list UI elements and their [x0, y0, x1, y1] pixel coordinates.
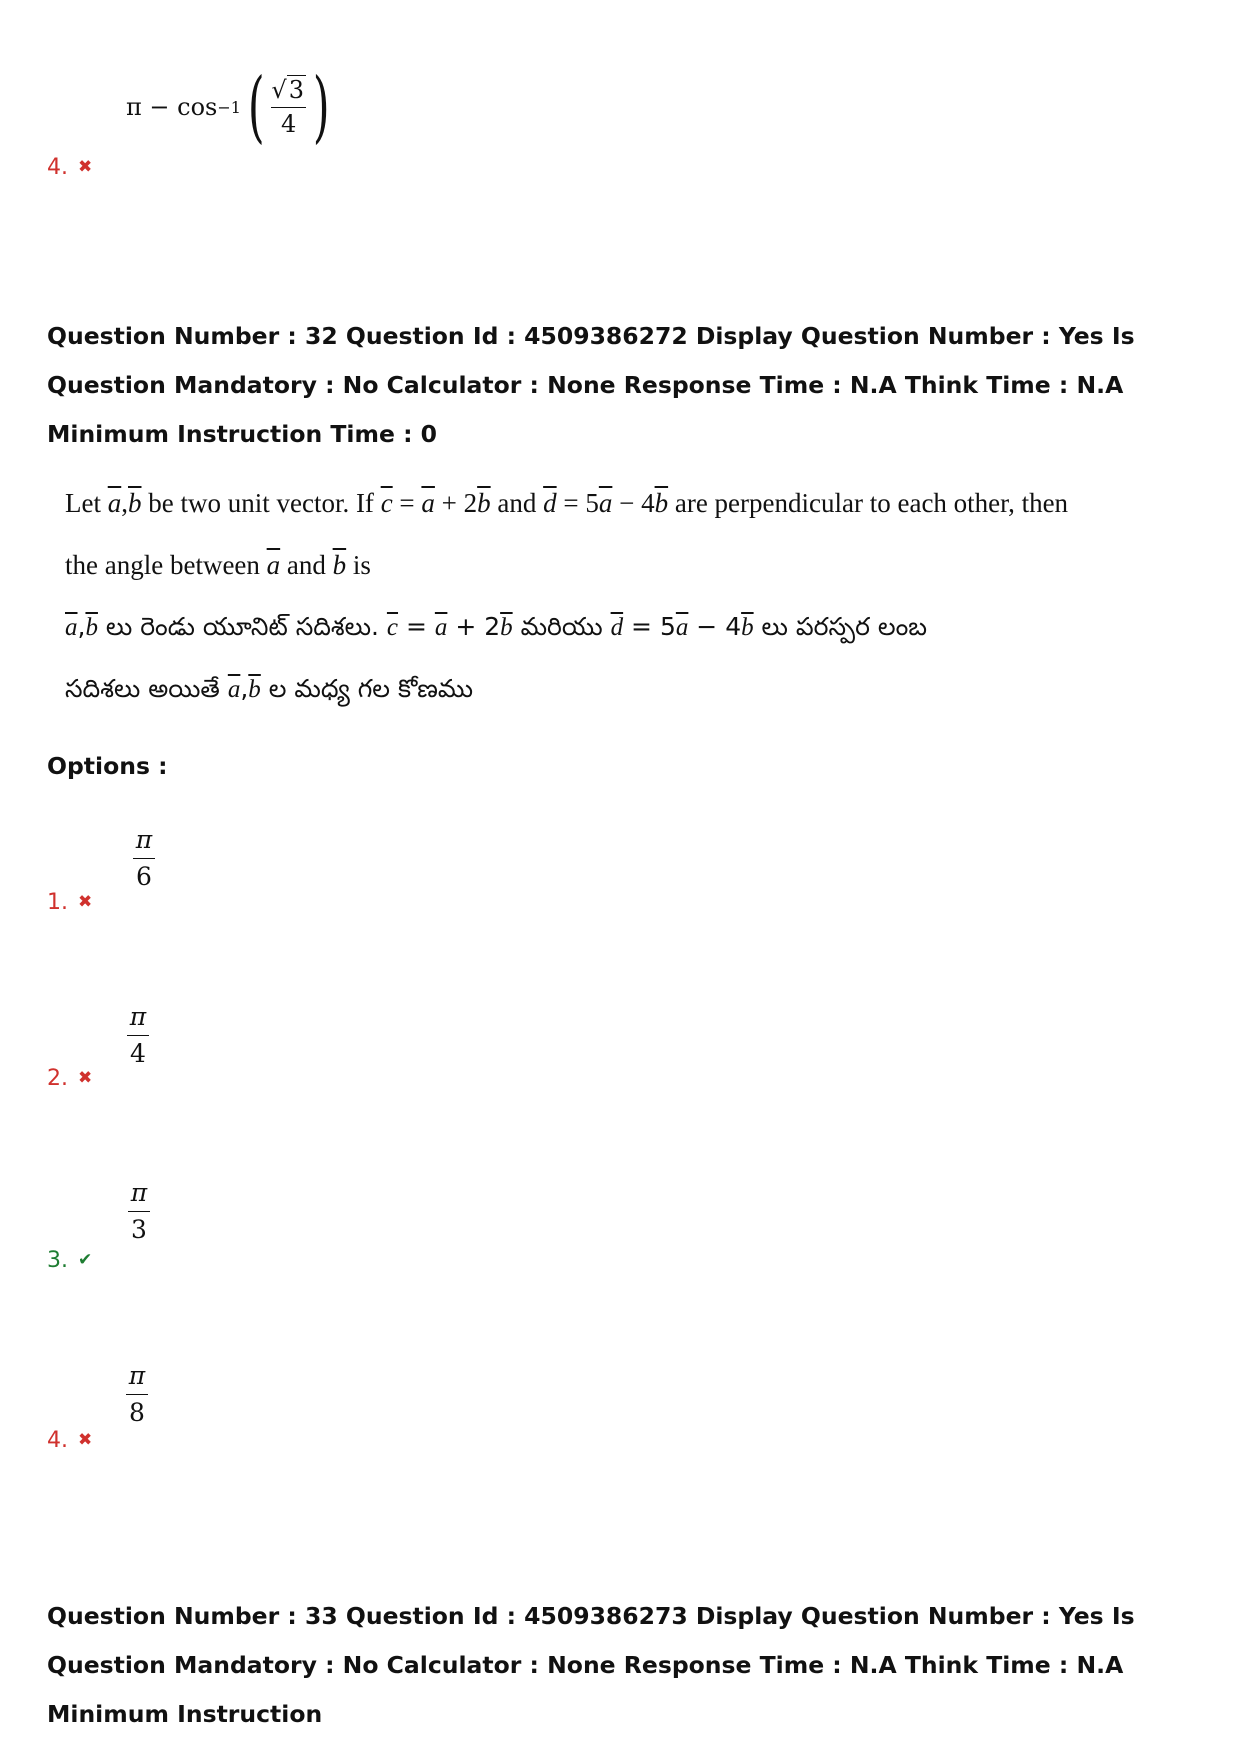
- question-te-line-1: $\overline{a},\overline{b}$ లు రెండు యూనిట్ సదిశలు. $\overline{c} = \overline{a} + 2\overline{b}$ మరియు $\overline{d} = 5\overline{a} - 4\overline{b}$ లు పరస్పర లంబ: [65, 612, 928, 641]
- option-4-fraction: [126, 1362, 148, 1428]
- question-32-meta: Question Number : 32 Question Id : 4509386272 Display Question Number : Yes Is Question Mandatory : No Calculator : None Response Time : N.A Think Time : N.A Minimum Instruction Time : 0: [47, 322, 1135, 448]
- option-3-number: 3. ✔: [47, 1248, 93, 1273]
- fraction-numerator: π: [130, 1178, 148, 1207]
- option-4-number: 4. ✖: [47, 1428, 93, 1453]
- option-2-number: 2. ✖: [47, 1066, 93, 1091]
- sqrt-numerator: √3: [271, 76, 304, 105]
- prev-option-number: 4. ✖: [47, 155, 93, 180]
- option-3-fraction: [128, 1179, 150, 1245]
- fraction-numerator: π: [135, 825, 153, 854]
- check-icon: ✔: [78, 1250, 93, 1270]
- option-2-fraction: [127, 1003, 149, 1069]
- fraction-denominator: 8: [129, 1397, 145, 1427]
- fraction-denominator: 3: [131, 1214, 147, 1244]
- fraction-denominator: 4: [281, 109, 297, 138]
- option-1-number: 1. ✖: [47, 890, 93, 915]
- prev-option-expression: [126, 62, 336, 152]
- cross-icon: ✖: [78, 892, 93, 912]
- fraction-denominator: 6: [136, 861, 152, 891]
- expr-superscript: −1: [217, 97, 241, 117]
- cross-icon: ✖: [78, 1430, 93, 1450]
- fraction-denominator: 4: [130, 1038, 146, 1068]
- right-paren: ): [312, 62, 330, 152]
- cross-icon: ✖: [78, 157, 93, 177]
- sqrt-fraction: [271, 77, 306, 137]
- question-en-line-1: Let $\overline{a},\overline{b}$ be two unit vector. If $\overline{c} = \overline{a} + 2\overline{b}$ and $\overline{d} = 5\overline{a} - 4\overline{b}$ are perpendicular to each other, then: [65, 488, 1069, 518]
- option-1-fraction: [133, 826, 155, 892]
- fraction-numerator: π: [129, 1002, 147, 1031]
- options-label: Options :: [47, 752, 168, 780]
- cross-icon: ✖: [78, 1068, 93, 1088]
- question-33-meta: Question Number : 33 Question Id : 4509386273 Display Question Number : Yes Is Question Mandatory : No Calculator : None Response Time : N.A Think Time : N.A Minimum Instruction: [47, 1602, 1135, 1728]
- expr-prefix: π − cos: [126, 93, 218, 121]
- left-paren: (: [247, 62, 265, 152]
- question-te-line-2: సదిశలు అయితే $\overline{a},\overline{b}$ ల మధ్య గల కోణము: [65, 674, 474, 703]
- fraction-numerator: π: [128, 1361, 146, 1390]
- question-en-line-2: the angle between $\overline{a}$ and $\overline{b}$ is: [65, 550, 371, 580]
